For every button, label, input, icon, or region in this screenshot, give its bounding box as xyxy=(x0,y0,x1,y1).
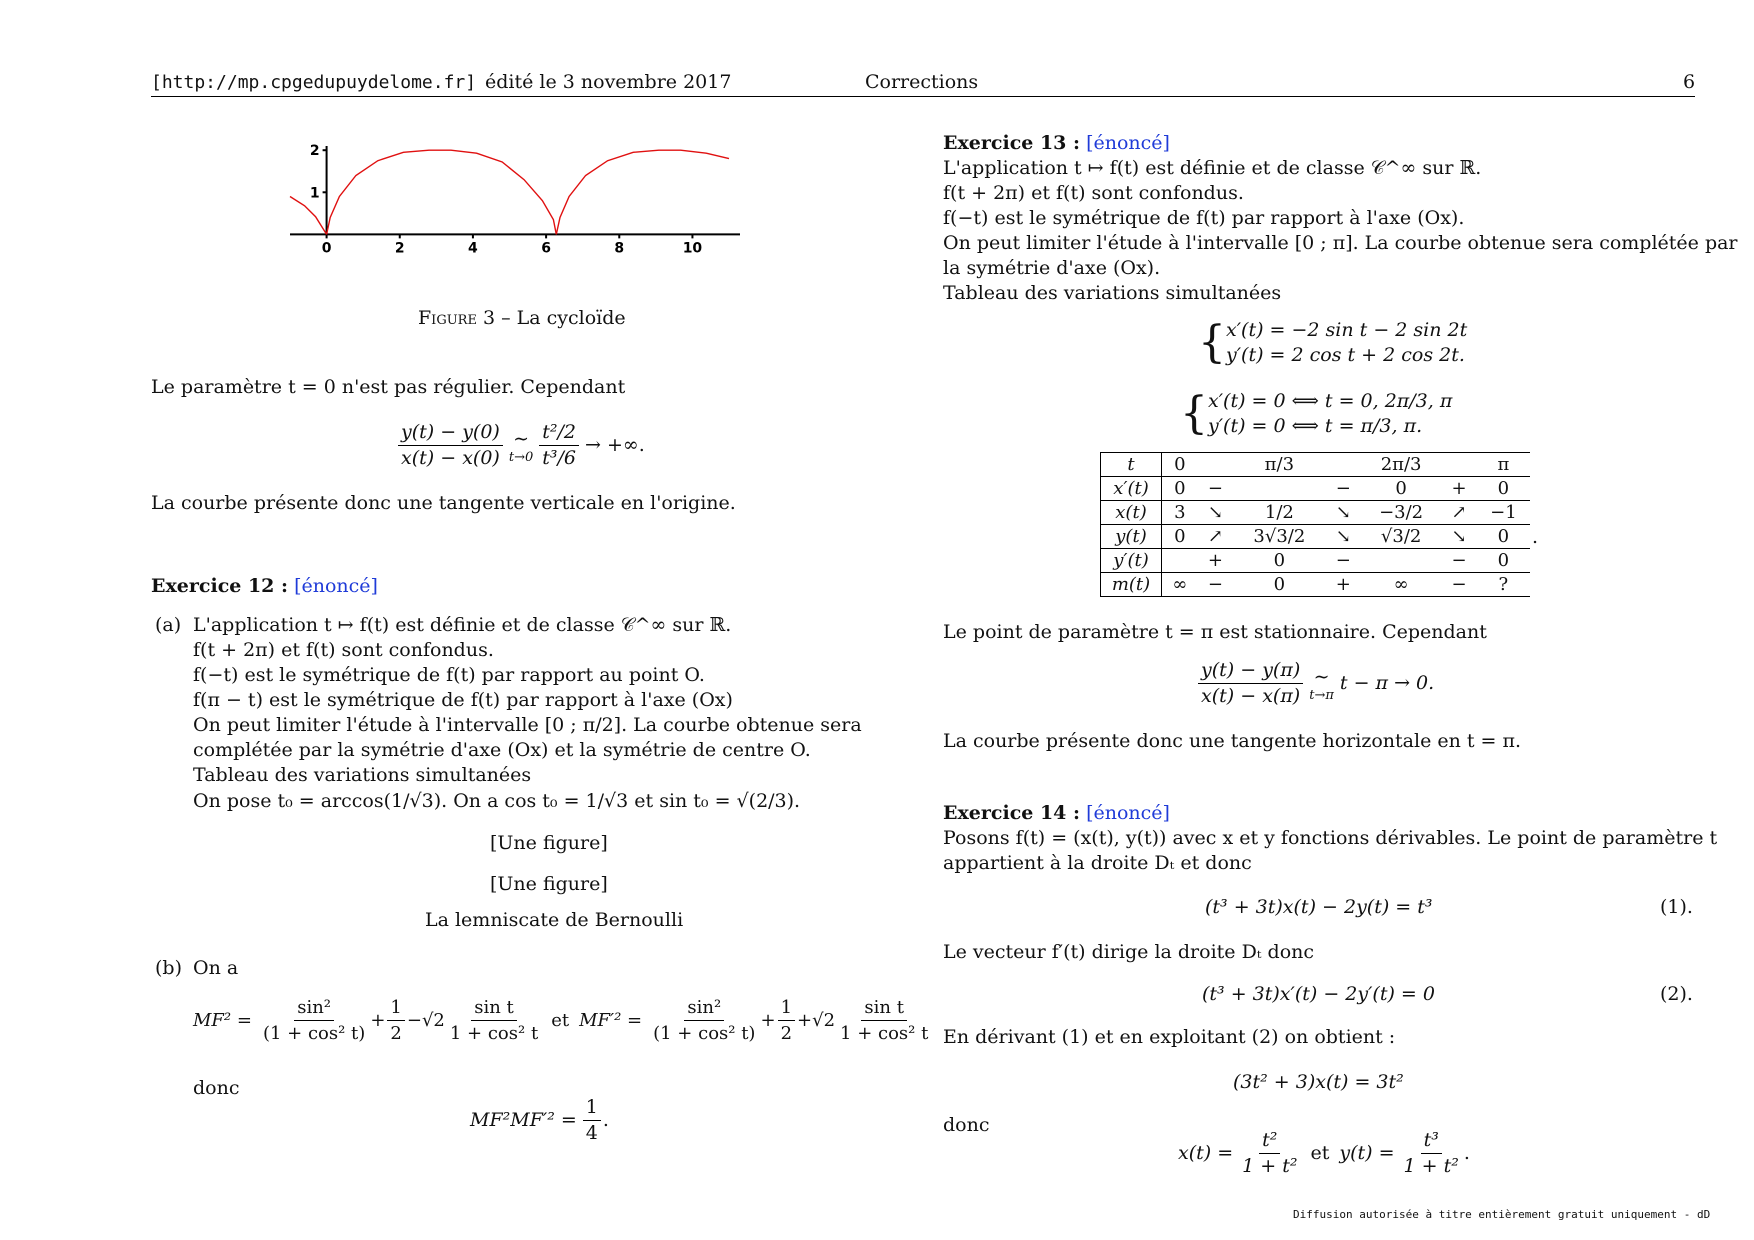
table-cell: π xyxy=(1477,453,1530,477)
mfp-plus: + xyxy=(760,1010,776,1031)
eq1-lhs-den: x(t) − x(0) xyxy=(401,447,500,469)
cycloid-arc-1 xyxy=(290,197,327,235)
header-url[interactable]: [http://mp.cpgedupuydelome.fr] xyxy=(151,72,477,93)
cycloid-arc-3 xyxy=(556,150,729,234)
table-cell: 2π/3 xyxy=(1361,453,1441,477)
mfp-half-num: 1 xyxy=(778,995,795,1021)
table-row xyxy=(1101,525,1531,549)
table-cell: −3/2 xyxy=(1361,501,1441,525)
table-row xyxy=(1101,573,1531,597)
system-zeros xyxy=(1180,389,1452,439)
table-cell: π/3 xyxy=(1233,453,1325,477)
ex13-line-3: f(−t) est le symétrique de f(t) par rapport à l'axe (Ox). xyxy=(943,207,1465,229)
figure-caption-label: Figure 3 xyxy=(418,307,496,329)
eq2-tail: t − π → 0. xyxy=(1339,672,1435,694)
figure-placeholder-1: [Une figure] xyxy=(490,832,608,854)
equation-2: (t³ + 3t)x′(t) − 2y′(t) = 0 xyxy=(1202,983,1435,1005)
x-tick-label: 6 xyxy=(541,240,551,257)
lemniscate-caption: La lemniscate de Bernoulli xyxy=(425,909,684,931)
exercise-13-title xyxy=(943,131,1170,156)
eq1-lhs-num: y(t) − y(0) xyxy=(398,420,503,446)
paragraph-stationnaire: Le point de paramètre t = π est stationnaire. Cependant xyxy=(943,621,1487,643)
prod-num: 1 xyxy=(583,1095,601,1121)
ex14-enonce-link[interactable]: [énoncé] xyxy=(1086,802,1170,824)
table-row-label: t xyxy=(1101,453,1162,477)
table-cell: ↘ xyxy=(1325,501,1361,525)
sys2-line-2: y′(t) = 0 ⟺ t = π/3, π. xyxy=(1208,415,1423,437)
header-edited: édité le 3 novembre 2017 xyxy=(485,71,732,93)
table-cell: ? xyxy=(1477,573,1530,597)
cycloid-chart xyxy=(270,140,750,265)
mf-sint-num: sin t xyxy=(471,995,517,1021)
y-num: t³ xyxy=(1421,1128,1442,1154)
equation-solution xyxy=(1178,1128,1470,1179)
x-tick-label: 8 xyxy=(614,240,625,257)
table-cell: − xyxy=(1198,477,1234,501)
footer-note: Diffusion autorisée à titre entièrement gratuit uniquement - dD xyxy=(1293,1208,1711,1221)
y-tick-label: 2 xyxy=(309,143,320,160)
table-cell: −1 xyxy=(1477,501,1530,525)
mfp-sint-den: 1 + cos² t xyxy=(840,1023,929,1044)
paragraph-tangente-horizontale: La courbe présente donc une tangente horizontale en t = π. xyxy=(943,730,1522,752)
mf-minus-sqrt2: −√2 xyxy=(406,1010,445,1031)
ex13-enonce-link[interactable]: [énoncé] xyxy=(1086,132,1170,154)
table-cell: ∞ xyxy=(1361,573,1441,597)
exercise-14-title xyxy=(943,801,1170,826)
ex13-title: Exercice 13 : xyxy=(943,132,1081,154)
prod-dot: . xyxy=(602,1109,609,1131)
table-row xyxy=(1101,477,1531,501)
mfp-lhs: MF′² = xyxy=(579,1010,643,1031)
table-cell: 0 xyxy=(1477,477,1530,501)
equation-limit-origin xyxy=(398,420,645,471)
y-tick-label: 1 xyxy=(309,185,320,202)
equation-2-tag: (2). xyxy=(1660,983,1693,1005)
equation-1: (t³ + 3t)x(t) − 2y(t) = t³ xyxy=(1205,896,1433,918)
ex14-line-1: Posons f(t) = (x(t), y(t)) avec x et y fonctions dérivables. Le point de paramètre t xyxy=(943,827,1718,849)
eq1-tail: → +∞. xyxy=(584,434,645,456)
mfp-plus-sqrt2: +√2 xyxy=(797,1010,836,1031)
figure-caption-text: – La cycloïde xyxy=(501,307,626,329)
mfp-sint-num: sin t xyxy=(861,995,907,1021)
equation-mf xyxy=(193,995,931,1046)
system-brace-1: { xyxy=(1198,317,1226,368)
table-cell: ∞ xyxy=(1162,573,1198,597)
equation-product xyxy=(470,1095,609,1146)
item-b-label: (b) xyxy=(155,957,182,979)
mf-sint-den: 1 + cos² t xyxy=(449,1023,539,1044)
header-rule xyxy=(151,96,1695,97)
ex14-title: Exercice 14 : xyxy=(943,802,1081,824)
mf-et: et xyxy=(551,1010,570,1031)
eq1-sub: t→0 xyxy=(508,450,534,465)
item-a-line-5: On peut limiter l'étude à l'intervalle [0 ; π/2]. La courbe obtenue sera xyxy=(193,714,862,736)
sol-dot: . xyxy=(1463,1142,1470,1164)
table-cell xyxy=(1361,549,1441,573)
figure-caption xyxy=(418,306,626,331)
eq1-rhs-num: t²/2 xyxy=(539,420,579,446)
x-den: 1 + t² xyxy=(1242,1155,1298,1177)
table-cell xyxy=(1162,549,1198,573)
ex13-line-4: On peut limiter l'étude à l'intervalle [0 ; π]. La courbe obtenue sera complétée par xyxy=(943,232,1738,254)
table-row-label: m(t) xyxy=(1101,573,1162,597)
ex13-line-1: L'application t ↦ f(t) est définie et de classe 𝒞^∞ sur ℝ. xyxy=(943,157,1482,179)
table-cell: ↗ xyxy=(1198,525,1234,549)
table-row xyxy=(1101,501,1531,525)
table-cell xyxy=(1441,453,1477,477)
x-tick-label: 4 xyxy=(468,240,478,257)
ex14-line-2: appartient à la droite Dₜ et donc xyxy=(943,852,1252,874)
item-a-line-3: f(−t) est le symétrique de f(t) par rapport au point O. xyxy=(193,664,705,686)
mfp-den1: (1 + cos² t) xyxy=(653,1023,756,1044)
item-a-line-8: On pose t₀ = arccos(1/√3). On a cos t₀ = 1/√3 et sin t₀ = √(2/3). xyxy=(193,790,801,812)
table-row-label: y′(t) xyxy=(1101,549,1162,573)
x-tick-label: 10 xyxy=(682,240,703,257)
page-number: 6 xyxy=(1683,71,1696,93)
figure-placeholder-2: [Une figure] xyxy=(490,873,608,895)
table-cell: − xyxy=(1325,549,1361,573)
table-header-row xyxy=(1101,453,1531,477)
mfp-half-den: 2 xyxy=(780,1023,793,1044)
table-cell: ↘ xyxy=(1441,525,1477,549)
equation-1-tag: (1). xyxy=(1660,896,1693,918)
paragraph-derivant: En dérivant (1) et en exploitant (2) on obtient : xyxy=(943,1026,1396,1048)
item-a-label: (a) xyxy=(155,614,182,636)
left-donc: donc xyxy=(193,1077,240,1099)
table-cell: √3/2 xyxy=(1361,525,1441,549)
x-num: t² xyxy=(1259,1128,1280,1154)
header-section: Corrections xyxy=(865,71,979,93)
item-a-line-6: complétée par la symétrie d'axe (Ox) et la symétrie de centre O. xyxy=(193,739,811,761)
y-lhs: y(t) = xyxy=(1339,1142,1395,1164)
table-cell: 0 xyxy=(1233,549,1325,573)
eq2-den: x(t) − x(π) xyxy=(1201,685,1301,707)
equation-limit-pi xyxy=(1198,658,1434,709)
item-a-line-1: L'application t ↦ f(t) est définie et de classe 𝒞^∞ sur ℝ. xyxy=(193,614,732,636)
item-b-text: On a xyxy=(193,957,239,979)
table-cell: ↘ xyxy=(1198,501,1234,525)
sys1-line-2: y′(t) = 2 cos t + 2 cos 2t. xyxy=(1226,344,1465,366)
mf-den1: (1 + cos² t) xyxy=(262,1023,366,1044)
paragraph-vecteur: Le vecteur f′(t) dirige la droite Dₜ donc xyxy=(943,941,1315,963)
table-cell: 0 xyxy=(1162,453,1198,477)
table-cell: + xyxy=(1198,549,1234,573)
table-cell: 0 xyxy=(1162,477,1198,501)
table-row-label: x′(t) xyxy=(1101,477,1162,501)
eq2-sim: ∼ xyxy=(1313,666,1330,688)
y-den: 1 + t² xyxy=(1403,1155,1459,1177)
table-cell: 0 xyxy=(1233,573,1325,597)
paragraph-regulier: Le paramètre t = 0 n'est pas régulier. Cependant xyxy=(151,376,626,398)
table-cell: ↗ xyxy=(1441,501,1477,525)
right-donc: donc xyxy=(943,1114,990,1136)
system-derivatives xyxy=(1198,318,1467,368)
paragraph-tangente-verticale: La courbe présente donc une tangente verticale en l'origine. xyxy=(151,492,736,514)
item-a-line-2: f(t + 2π) et f(t) sont confondus. xyxy=(193,639,494,661)
mfp-num1: sin² xyxy=(684,995,724,1021)
item-a-line-7: Tableau des variations simultanées xyxy=(193,764,532,786)
table-cell: − xyxy=(1198,573,1234,597)
table-cell: 0 xyxy=(1162,525,1198,549)
table-row-label: y(t) xyxy=(1101,525,1162,549)
eq1-sim: ∼ xyxy=(513,428,529,450)
mf-half-num: 1 xyxy=(387,995,404,1021)
table-cell: 1/2 xyxy=(1233,501,1325,525)
x-lhs: x(t) = xyxy=(1178,1142,1234,1164)
system-brace-2: { xyxy=(1180,388,1208,439)
table-cell: + xyxy=(1441,477,1477,501)
equation-3: (3t² + 3)x(t) = 3t² xyxy=(1233,1071,1404,1093)
table-cell xyxy=(1325,453,1361,477)
table-cell: − xyxy=(1441,573,1477,597)
item-a-line-4: f(π − t) est le symétrique de f(t) par rapport à l'axe (Ox) xyxy=(193,689,733,711)
eq1-rhs-den: t³/6 xyxy=(542,447,576,469)
mf-num1: sin² xyxy=(294,995,334,1021)
sys2-line-1: x′(t) = 0 ⟺ t = 0, 2π/3, π xyxy=(1208,390,1453,412)
ex12-title: Exercice 12 : xyxy=(151,575,289,597)
table-cell: − xyxy=(1325,477,1361,501)
table-cell xyxy=(1233,477,1325,501)
ex13-line-5: la symétrie d'axe (Ox). xyxy=(943,257,1161,279)
sys1-line-1: x′(t) = −2 sin t − 2 sin 2t xyxy=(1226,319,1468,341)
x-tick-label: 0 xyxy=(321,240,332,257)
mf-half-den: 2 xyxy=(390,1023,402,1044)
mf-plus: + xyxy=(370,1010,386,1031)
table-trailing-dot: . xyxy=(1532,526,1539,548)
ex12-enonce-link[interactable]: [énoncé] xyxy=(294,575,378,597)
table-row xyxy=(1101,549,1531,573)
eq2-sub: t→π xyxy=(1309,688,1334,703)
ex13-line-2: f(t + 2π) et f(t) sont confondus. xyxy=(943,182,1244,204)
table-cell: 3√3/2 xyxy=(1233,525,1325,549)
table-cell: 3 xyxy=(1162,501,1198,525)
prod-lhs: MF²MF′² = xyxy=(470,1109,577,1131)
variation-table xyxy=(1100,452,1530,597)
table-cell: + xyxy=(1325,573,1361,597)
table-cell: − xyxy=(1441,549,1477,573)
table-cell xyxy=(1198,453,1234,477)
mf-lhs: MF² = xyxy=(193,1010,252,1031)
cycloid-arc-2 xyxy=(327,150,557,234)
x-tick-label: 2 xyxy=(394,240,405,257)
ex13-line-6: Tableau des variations simultanées xyxy=(943,282,1282,304)
prod-den: 4 xyxy=(585,1122,598,1144)
table-cell: ↘ xyxy=(1325,525,1361,549)
eq2-num: y(t) − y(π) xyxy=(1198,658,1303,684)
sol-et: et xyxy=(1310,1142,1330,1164)
table-cell: 0 xyxy=(1361,477,1441,501)
exercise-12-title xyxy=(151,574,378,599)
table-row-label: x(t) xyxy=(1101,501,1162,525)
table-cell: 0 xyxy=(1477,549,1530,573)
table-cell: 0 xyxy=(1477,525,1530,549)
